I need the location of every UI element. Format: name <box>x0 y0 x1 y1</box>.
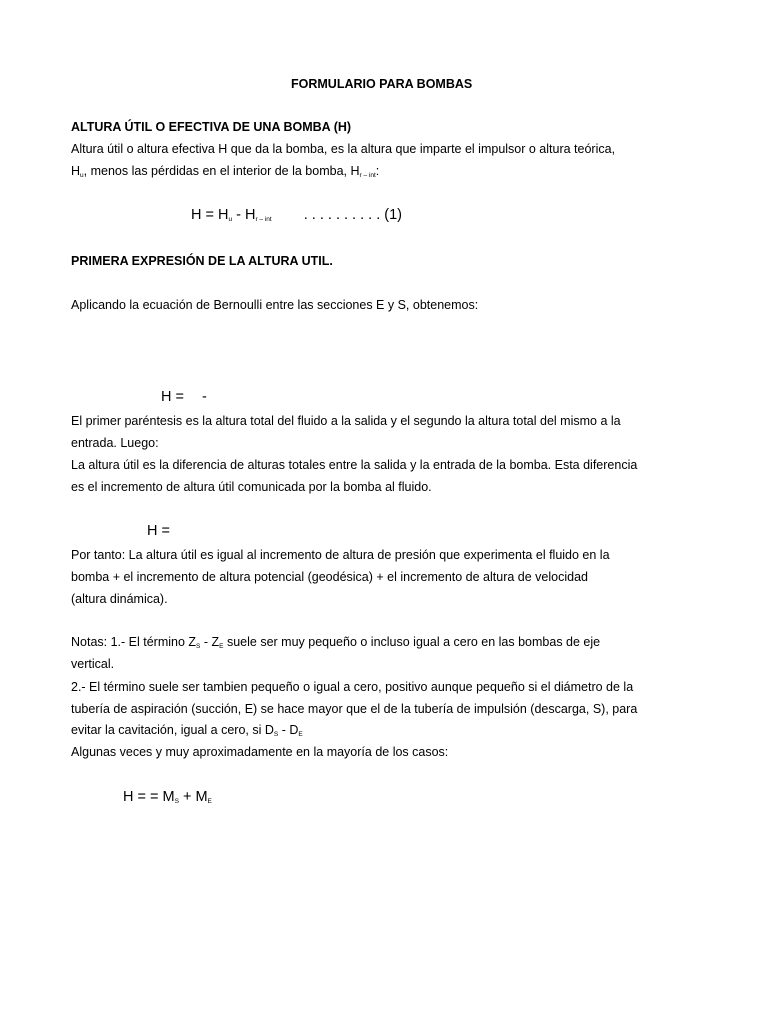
paragraph-line: El primer paréntesis es la altura total del fluido a la salida y el segundo la altura total del mismo a la <box>71 414 621 428</box>
equation-4 <box>123 789 212 805</box>
text-fragment: evitar la cavitación, igual a cero, si D <box>71 723 274 737</box>
paragraph-line: entrada. Luego: <box>71 436 159 450</box>
subscript: u <box>80 172 84 179</box>
subscript: S <box>174 798 179 805</box>
equation-text: - <box>201 389 207 405</box>
equation-text: - H <box>232 207 256 223</box>
equation-text: H = <box>161 389 184 405</box>
text-fragment: : <box>375 164 380 178</box>
note-line: tubería de aspiración (succión, E) se hace mayor que el de la tubería de impulsión (descarga, S), para <box>71 702 638 716</box>
subscript: u <box>228 216 233 223</box>
subscript: S <box>196 643 201 650</box>
subscript: E <box>219 643 224 650</box>
subscript: E <box>298 731 303 738</box>
equation-number: . . . . . . . . . . (1) <box>303 207 403 223</box>
document-title: FORMULARIO PARA BOMBAS <box>291 77 473 91</box>
subscript: S <box>273 731 279 738</box>
text-fragment: , menos las pérdidas en el interior de la bomba, H <box>83 164 360 178</box>
equation-1 <box>191 207 402 223</box>
text-fragment: - Z <box>200 635 220 649</box>
note-line: vertical. <box>71 657 115 671</box>
note-line <box>71 634 600 650</box>
subscript: r – int <box>255 216 272 223</box>
text-fragment: - D <box>278 723 299 737</box>
paragraph-line: bomba + el incremento de altura potencial (geodésica) + el incremento de altura de velocidad <box>71 570 588 584</box>
equation-2 <box>161 389 207 405</box>
note-line: 2.- El término suele ser tambien pequeño o igual a cero, positivo aunque pequeño si el diámetro de la <box>71 680 634 694</box>
text-fragment: Notas: 1.- El término Z <box>71 635 197 649</box>
paragraph-line: Por tanto: La altura útil es igual al incremento de altura de presión que experimenta el fluido en la <box>71 548 610 562</box>
section-heading-altura-util: ALTURA ÚTIL O EFECTIVA DE UNA BOMBA (H) <box>71 120 352 134</box>
subscript: r – int <box>359 172 376 179</box>
paragraph-line: (altura dinámica). <box>71 592 168 606</box>
note-line: Algunas veces y muy aproximadamente en la mayoría de los casos: <box>71 745 449 759</box>
paragraph-line: Aplicando la ecuación de Bernoulli entre las secciones E y S, obtenemos: <box>71 298 479 312</box>
paragraph-line <box>71 163 379 179</box>
paragraph-line: Altura útil o altura efectiva H que da la bomba, es la altura que imparte el impulsor o altura teórica, <box>71 142 616 156</box>
subscript: E <box>207 798 212 805</box>
section-heading-primera-expresion: PRIMERA EXPRESIÓN DE LA ALTURA UTIL. <box>71 254 333 268</box>
note-line <box>71 722 303 738</box>
text-fragment: suele ser muy pequeño o incluso igual a cero en las bombas de eje <box>223 635 601 649</box>
equation-text: H = = M <box>123 789 175 805</box>
text-fragment: H <box>71 164 81 178</box>
paragraph-line: es el incremento de altura útil comunicada por la bomba al fluido. <box>71 480 432 494</box>
equation-3: H = <box>147 523 170 539</box>
equation-text: + M <box>178 789 208 805</box>
paragraph-line: La altura útil es la diferencia de alturas totales entre la salida y la entrada de la bomba. Esta diferencia <box>71 458 638 472</box>
equation-text: H = H <box>191 207 229 223</box>
